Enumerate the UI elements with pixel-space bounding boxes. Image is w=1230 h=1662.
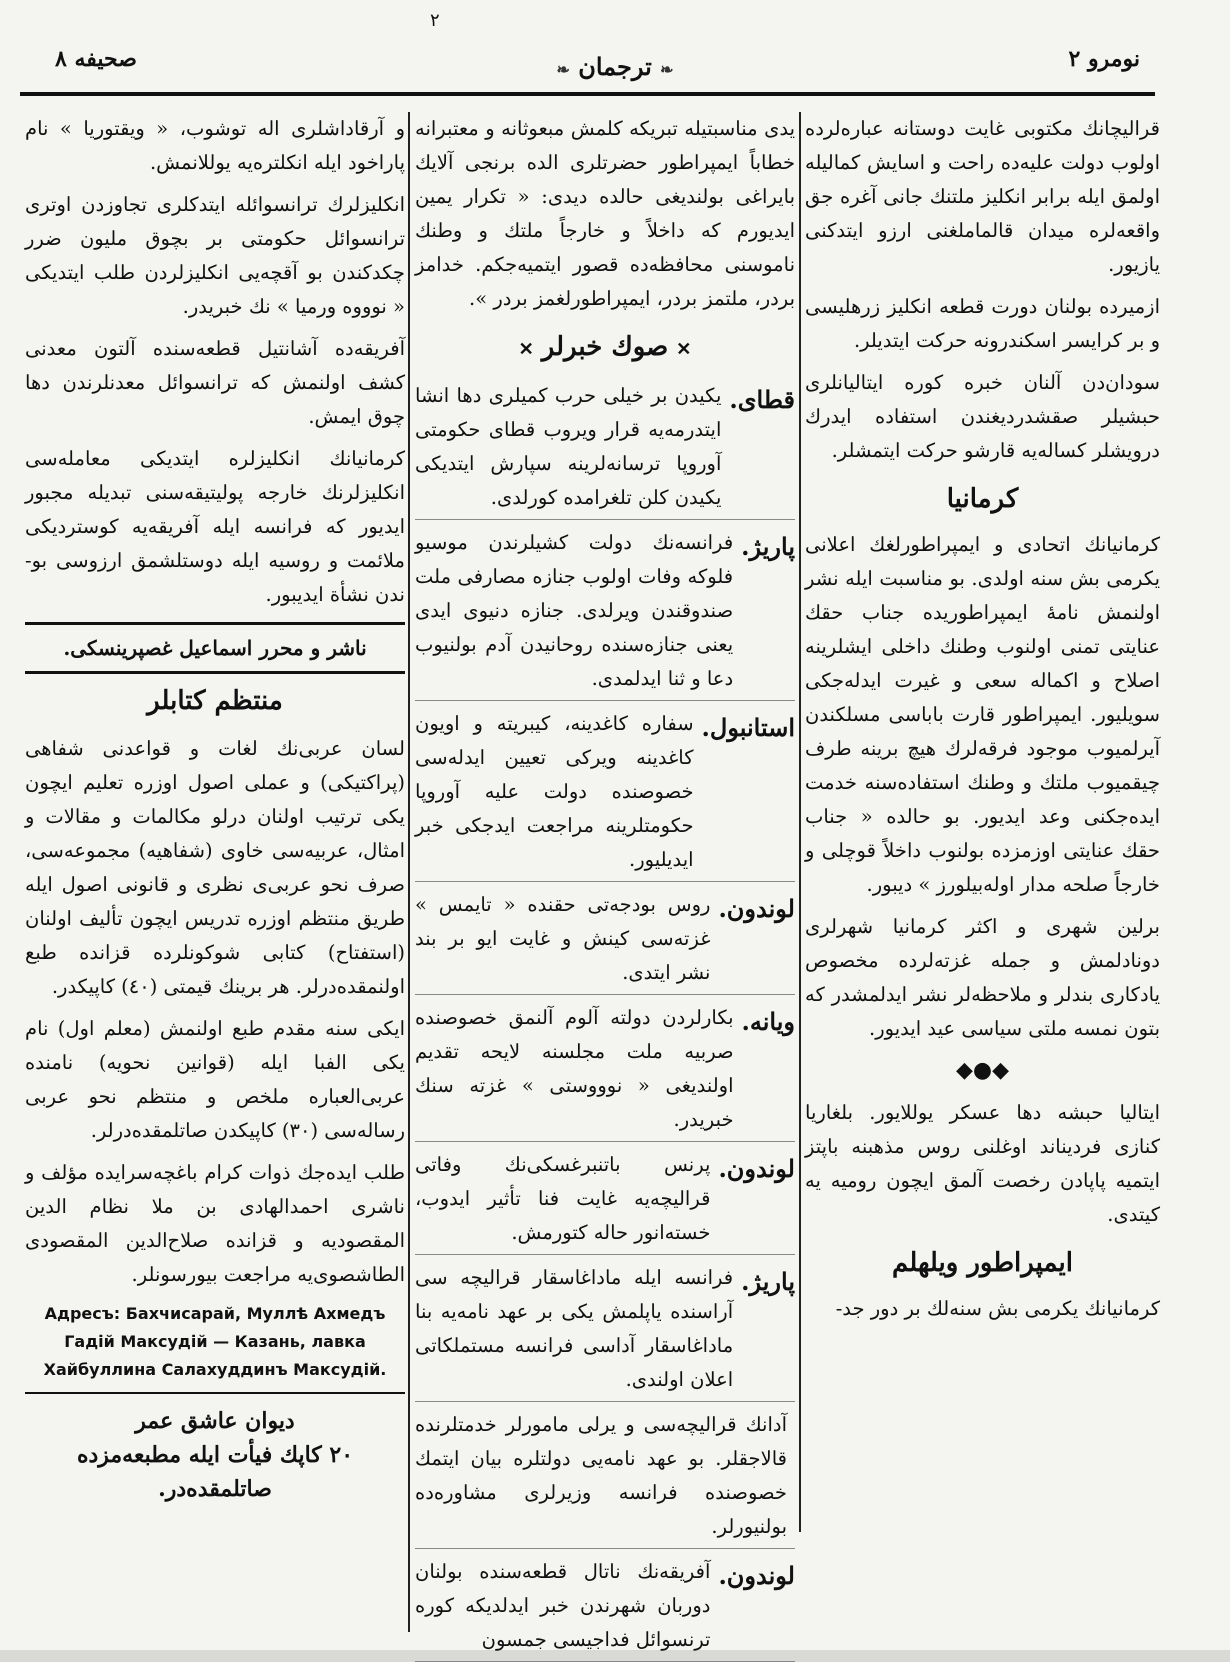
news-text: بكارلردن دولته آلوم آلنمق خصوصنده صربيه ملت مجلسنه لايحه تقديم اولنديغى « نوووستى » غزته سنك خبريدر. (415, 1006, 734, 1131)
news-item (415, 379, 795, 520)
news-place: قطاى. (729, 385, 795, 414)
publisher-line: ناشر و محرر اسماعيل غصپرينسكى. (25, 622, 405, 674)
paragraph: كرمانيانك انكليزلره ايتديكى معامله‌سى انكليزلرنك خارجه پوليتيقه‌سنى تبديله مجبور ايديور كه فرانسه ايله آفريقه‌يه كوسترديكى ملائمت و روسيه ايله دوستلشمق ارزوسى بو-ندن نشأة ايديبور. (25, 447, 405, 606)
news-item (415, 1001, 795, 1142)
news-item (415, 1148, 795, 1255)
diwan-ad (25, 1404, 405, 1506)
paragraph: طلب ايده‌جك ذوات كرام باغچه‌سرايده مؤلف و ناشرى احمدالهادى بن ملا نظام الدين المقصوديه و قزانده صلاح‌الدين المقصودى الطاشصوى‌يه مراجعت بيورسونلر. (25, 1161, 405, 1286)
paragraph: و آرقاداشلرى اله توشوب، « ويقتوريا » نام پاراخود ايله انكلتره‌يه يوللانمش. (25, 117, 405, 174)
news-text: يكيدن بر خيلى حرب كميلرى دها انشا ايتدرمه‌يه قرار ويروب قطاى حكومتى آوروپا ترسانه‌لرينه سپارش ايتديكى يكيدن كلن تلغرامده كورلدى. (415, 384, 722, 509)
news-item (415, 888, 795, 995)
ornament-icon: ❧ (556, 60, 570, 79)
news-text: فرانسه ايله ماداغاسقار قراليچه سى آراسنده ياپلمش يكى بر عهد نامه‌يه بنا ماداغاسقار آداسى فرانسه مستملكاتى اعلان اولندى. (415, 1266, 734, 1391)
page-number: صحيفه ٨ (55, 46, 137, 72)
news-place: پاريژ. (741, 532, 795, 561)
left-column (25, 112, 405, 1640)
news-text: روس بودجه‌تى حقنده « تايمس » غزته‌سى كينش و غايت ايو بر بند نشر ايتدى. (415, 893, 711, 984)
news-text: پرنس باتنبرغسكى‌نك وفاتى قراليچه‌يه غايت فنا تأثير ايدوب، خسته‌انور حاله كتورمش. (415, 1153, 711, 1244)
news-item (415, 1261, 795, 1402)
paragraph: ايتاليا حبشه دها عسكر يوللايور. بلغاريا كنازى فرديناند اوغلنى روس مذهبنه باپتز ايتميه پاپادن رخصت آلمق ايچون روميه يه كيتدى. (805, 1101, 1160, 1226)
middle-column (415, 112, 795, 1651)
paragraph: آفريقه‌ده آشانتيل قطعه‌سنده آلتون معدنى كشف اولنمش كه ترانسوائل معدنلرندن دها چوق ايمش. (25, 337, 405, 428)
diwan-text: ٢٠ كاپك فيأت ايله مطبعه‌مزده صاتلمقده‌در. (76, 1442, 354, 1502)
column-divider (799, 112, 801, 1532)
issue-number: نومرو ٢ (1068, 46, 1140, 72)
news-text: فرانسه‌نك دولت كشيلرندن موسيو فلوكه وفات اولوب جنازه مصارفى ملت صندوقندن ويرلدى. جنازه دنيوى ايدى يعنى جنازه‌سنده روحانيدن آدم بولنيوب دعا و ثنا ايدلمدى. (415, 531, 734, 690)
paragraph: قراليچانك مكتوبى غايت دوستانه عباره‌لرده اولوب دولت عليه‌ده راحت و اسايش كماليله اولمق ايله برابر انكليز ملتنك جانى آغره جق واقعه‌لره ميدان قالماملغنى ارزو ايتدكنى يازيور. (805, 117, 1160, 276)
news-item (415, 1555, 795, 1662)
right-column (805, 112, 1160, 1640)
news-place: لوندون. (718, 1154, 795, 1183)
masthead-title: ترجمان (578, 52, 652, 81)
diwan-title: ديوان عاشق عمر (135, 1408, 295, 1434)
paragraph: ايكى سنه مقدم طبع اولنمش (معلم اول) نام يكى الفبا ايله (قوانين نحويه) نامنده عربى‌العباره ملخص و منتظم نحو عربى رساله‌سى (٣٠) كاپيكدن صاتلمقده‌درلر. (25, 1017, 405, 1142)
address-block: Адресъ: Бахчисарай, Муллѣ Ахмедъ Гадій Максудій — Казань, лавка Хайбуллина Салахуддинъ Максудій. (25, 1300, 405, 1394)
section-title-germany: كرمانيا (946, 484, 1019, 514)
section-title-news: ✕صوك خبرلر✕ (518, 332, 692, 362)
news-text: آفريقه‌نك ناتال قطعه‌سنده بولنان دوربان شهرندن خبر ايدلديكه كوره ترنسوائل فداجيسى جمسون (415, 1560, 711, 1651)
news-place: لوندون. (718, 894, 795, 923)
news-place: استانبول. (701, 713, 795, 742)
section-title-wilhelm: ايمپراطور ويلهلم (892, 1248, 1073, 1278)
ornament-icon: ❧ (660, 60, 674, 79)
books-title: منتظم كتابلر (147, 686, 283, 716)
news-place: لوندون. (718, 1561, 795, 1590)
ornament-icon: ✕ (518, 339, 534, 360)
header-rule (20, 92, 1155, 96)
news-text: آدانك قراليچه‌سى و يرلى مامورلر خدمتلرنده قالاجقلر. بو عهد نامه‌يى دولتلره بيان ايتمك خصوصنده فرانسه وزيرلرى مشاوره‌ده بولنيورلر. (415, 1413, 787, 1538)
paragraph: يدى مناسبتيله تبريكه كلمش مبعوثانه و معتبرانه خطاباً ايمپراطور حضرتلرى الده برنجى آلايك بايراغى بولنديغى حالده ديدى: « تكرار يمين ايديورم كه داخلاً و خارجاً ملتك و وطنك ناموسنى محافظه‌ده قصور ايتميه‌جكم. خدامز بردر، ملتمز بردر، ايمپراطورلغمز بردر ». (415, 117, 795, 310)
paragraph: سودان‌دن آلنان خبره كوره ايتاليانلرى حبشيلر صقشدرديغندن استفاده ايدرك درويشلر كساله‌يه قارشو حركت ايتمشلر. (805, 371, 1160, 462)
news-text: سفاره كاغدينه، كيبريته و اويون كاغدينه ويركى تعيين ايدله‌سى خصوصنده دولت عليه آوروپا حكومتلرينه مراجعت ايدجكى خبر ايديليور. (415, 712, 694, 871)
paragraph: انكليزلرك ترانسوائله ايتدكلرى تجاوزدن اوترى ترانسوائل حكومتى بر بچوق مليون ضرر چكدكندن بو آقچه‌يى انكليزلردن طلب ايتديكى « نوووه ورميا » نك خبريدر. (25, 193, 405, 318)
masthead (0, 52, 1230, 81)
ornament-icon: ✕ (676, 339, 692, 360)
column-divider (408, 112, 410, 1632)
top-mark: ٢ (430, 10, 440, 31)
paragraph: برلين شهرى و اكثر كرمانيا شهرلرى دونادلمش و جمله غزته‌لرده مخصوص يادكارى بندلر و ملاحظه‌لر نشر ايدلمشدر كه بتون نمسه ملتى سياسى عيد ايديور. (805, 915, 1160, 1040)
news-item (415, 1408, 795, 1549)
news-item (415, 707, 795, 882)
news-place: ويانه. (741, 1007, 795, 1036)
paragraph: كرمانيانك اتحادى و ايمپراطورلغك اعلانى يكرمى بش سنه اولدى. بو مناسبت ايله نشر اولنمش نامهٔ ايمپراطوريده جناب حقك عنايتى تمنى اولنوب وطنك داخلى ايشلرينه اصلاح و اكماله سعى و غيرت ايدله‌جكى سويليور. ايمپراطور قارت باباسى مسلكندن آيرلميوب موجود فرقه‌لرك هيچ برينه طرف چيقميوب ملتك و وطنك استفاده‌سنه خدمت ايده‌جكنى وعد ايديور. بو حالده « جناب حقك عنايتى اوزمزده بولنوب داخلاً قوچلى و خارجاً صلحه مدار اوله‌بيلورز » ديبور. (805, 533, 1160, 896)
ornamental-divider: ◆●◆ (955, 1058, 1010, 1083)
news-place: پاريژ. (741, 1267, 795, 1296)
paragraph: كرمانيانك يكرمى بش سنه‌لك بر دور جد- (835, 1297, 1160, 1320)
paragraph: لسان عربى‌نك لغات و قواعدنى شفاهى (پراكتيكى) و عملى اصول اوزره تعليم ايچون يكى ترتيب اولنان درلو مكالمات و مقالات و امثال، عربيه‌سى خاوى (شفاهيه) مجموعه‌سى، صرف نحو عربى‌ى نظرى و قانونى اصول ايله طريق منتظم اوزره تدريس ايچون تأليف اولنان (استفتاح) كتابى شوكونلرده قزانده طبع اولنمقده‌درلر. هر برينك قيمتى (٤٠) كاپيكدر. (25, 737, 405, 998)
paragraph: ازميرده بولنان دورت قطعه انكليز زرهليسى و بر كرايسر اسكندرونه حركت ايتديلر. (805, 295, 1160, 352)
news-item (415, 526, 795, 701)
